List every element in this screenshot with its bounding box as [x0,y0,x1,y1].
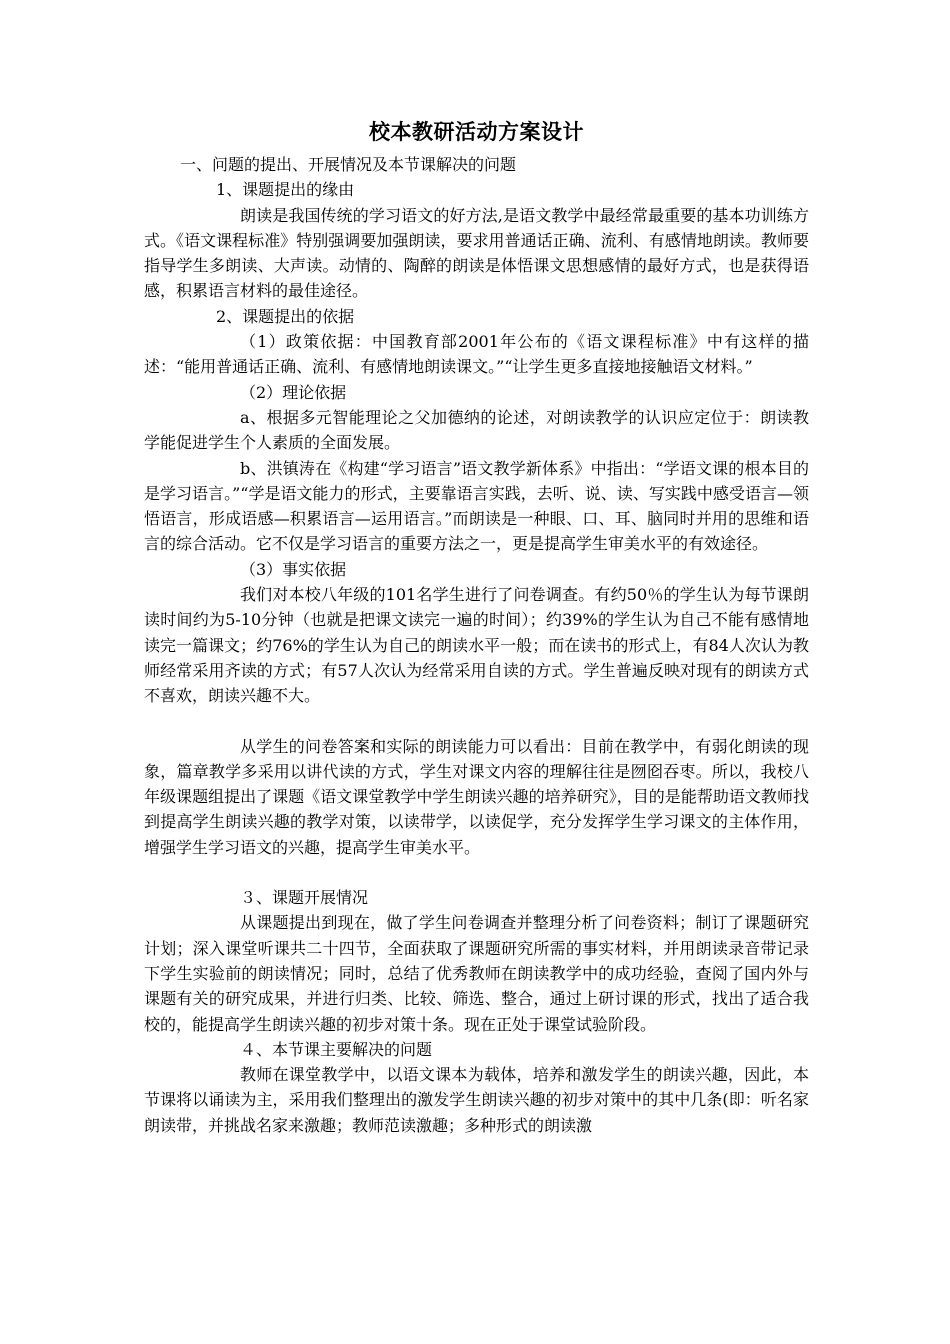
subsection-heading-basis: 2、课题提出的依据 [216,306,355,326]
paragraph-policy-basis: （1）政策依据：中国教育部2001年公布的《语文课程标准》中有这样的描述：“能用普通话正确、流利、有感情地朗读课文。”“让学生更多直接地接触语文材料。” [144,332,809,377]
paragraph-survey-results: 我们对本校八年级的101名学生进行了问卷调查。有约50％的学生认为每节课朗读时间约为5-10分钟（也就是把课文读完一遍的时间）；约39%的学生认为自己不能有感情地读完一篇课文；约76%的学生认为自己的朗读水平一般；而在读书的形式上，有84人次认为教师经常采用齐读的方式；有57人次认为经常采用自读的方式。学生普遍反映对现有的朗读方式不喜欢，朗读兴趣不大。 [144,585,809,706]
subsection-heading-facts: （3）事实依据 [240,559,347,579]
paragraph-progress: 从课题提出到现在，做了学生问卷调查并整理分析了问卷资料；制订了课题研究计划；深入课堂听课共二十四节，全面获取了课题研究所需的事实材料，并用朗读录音带记录下学生实验前的朗读情况；同时，总结了优秀教师在朗读教学中的成功经验，查阅了国内外与课题有关的研究成果，并进行归类、比较、筛选、整合，通过上研讨课的形式，找出了适合我校的，能提高学生朗读兴趣的初步对策十条。现在正处于课堂试验阶段。 [144,913,809,1034]
subsection-heading-theory: （2）理论依据 [240,382,347,402]
document-body [144,112,809,1138]
paragraph-lesson-problem: 教师在课堂教学中，以语文课本为载体，培养和激发学生的朗读兴趣，因此，本节课将以诵读为主，采用我们整理出的激发学生朗读兴趣的初步对策中的其中几条(即：听名家朗读带，并挑战名家来激趣；教师范读激趣；多种形式的朗读激 [144,1065,809,1135]
section-heading-1: 一、问题的提出、开展情况及本节课解决的问题 [180,155,517,174]
paragraph-theory-a: a、根据多元智能理论之父加德纳的论述，对朗读教学的认识应定位于：朗读教学能促进学生个人素质的全面发展。 [144,407,809,453]
document-title: 校本教研活动方案设计 [369,120,584,144]
paragraph-theory-b: b、洪镇涛在《构建“学习语言”语文教学新体系》中指出：“学语文课的根本目的是学习语言。”“学是语文能力的形式，主要靠语言实践，去听、说、读、写实践中感受语言—领悟语言，形成语感—积累语言—运用语言。”而朗读是一种眼、口、耳、脑同时并用的思维和语言的综合活动。它不仅是学习语言的重要方法之一，更是提高学生审美水平的有效途径。 [144,458,809,554]
paragraph-survey-conclusion: 从学生的问卷答案和实际的朗读能力可以看出：目前在教学中，有弱化朗读的现象，篇章教学多采用以讲代读的方式，学生对课文内容的理解往往是囫囵吞枣。所以，我校八年级课题组提出了课题《语文课堂教学中学生朗读兴趣的培养研究》，目的是能帮助语文教师找到提高学生朗读兴趣的教学对策，以读带学，以读促学，充分发挥学生学习课文的主体作用，增强学生学习语文的兴趣，提高学生审美水平。 [144,736,809,857]
subsection-heading-lesson-problem: ４、本节课主要解决的问题 [240,1039,433,1059]
subsection-heading-reason: 1、课题提出的缘由 [216,180,355,200]
paragraph-reading-importance: 朗读是我国传统的学习语文的好方法,是语文教学中最经常最重要的基本功训练方式。《语文课程标准》特别强调要加强朗读，要求用普通话正确、流利、有感情地朗读。教师要指导学生多朗读、大声读。动情的、陶醉的朗读是体悟课文思想感情的最好方式，也是获得语感，积累语言材料的最佳途径。 [144,205,809,301]
subsection-heading-progress: ３、课题开展情况 [240,888,369,908]
